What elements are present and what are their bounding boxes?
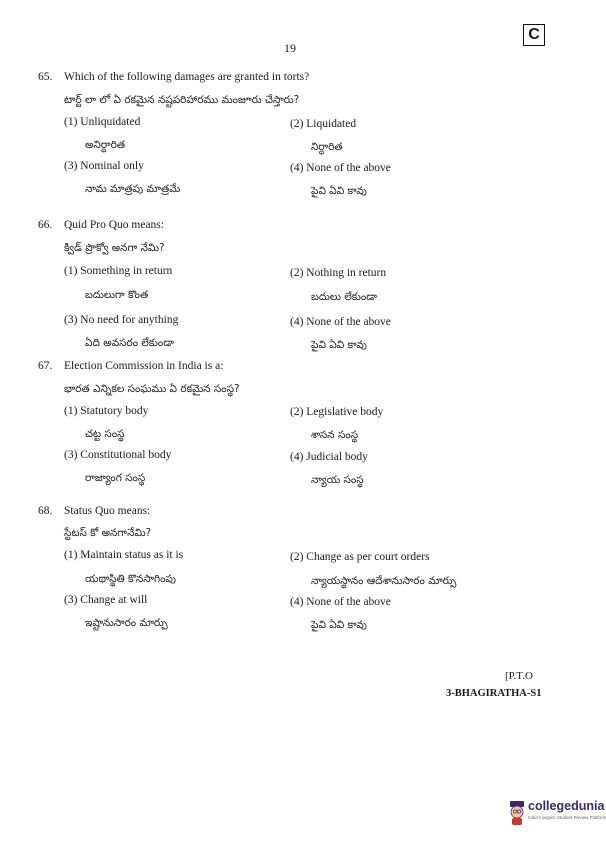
question-text-te: క్విడ్ ప్రొక్వో అనగా నేమి? [64, 242, 165, 254]
option-2-te: శాసన సంస్థ [311, 429, 359, 441]
question-text-en: Status Quo means: [64, 505, 151, 517]
logo-tagline: India's largest Student Review Platform [528, 815, 606, 820]
option-3: (3) Constitutional body [64, 449, 172, 461]
logo-mascot-icon [508, 800, 526, 826]
collegedunia-logo [508, 796, 606, 836]
page-number: 19 [284, 41, 296, 55]
pto-marker: [P.T.O [505, 670, 533, 682]
question-number: 66. [38, 219, 53, 231]
option-4-te: పైవి ఏవి కావు [311, 185, 367, 197]
option-4: (4) None of the above [290, 162, 391, 174]
set-code-box: C [523, 24, 545, 46]
option-2: (2) Liquidated [290, 118, 357, 130]
option-3-te: ఇష్టానుసారం మార్పు [85, 617, 168, 629]
option-4-te: పైవి ఏవి కావు [311, 619, 367, 631]
booklet-code: 3-BHAGIRATHA-S1 [446, 688, 542, 699]
option-1-te: చట్ట సంస్థ [85, 428, 125, 440]
option-3-te: రాజ్యాంగ సంస్థ [85, 472, 146, 484]
option-1: (1) Maintain status as it is [64, 549, 184, 561]
option-2-te: న్యాయస్థానం ఆదేశానుసారం మార్పు [311, 575, 457, 587]
option-4: (4) Judicial body [290, 451, 368, 463]
option-1-te: అనిర్ధారిత [85, 139, 126, 151]
option-2: (2) Nothing in return [290, 267, 387, 279]
option-4: (4) None of the above [290, 596, 391, 608]
option-2-te: బదులు లేకుండా [311, 291, 377, 303]
logo-name: collegedunia [528, 799, 605, 813]
option-1: (1) Unliquidated [64, 116, 141, 128]
option-1-te: బదులుగా కొంత [85, 289, 149, 301]
option-2: (2) Change as per court orders [290, 551, 430, 563]
option-3-te: ఏది అవసరం లేకుండా [85, 337, 174, 349]
question-number: 65. [38, 71, 53, 83]
option-1-te: యథాస్థితి కొనసాగింపు [85, 573, 176, 585]
option-3: (3) Change at will [64, 594, 148, 606]
option-3: (3) Nominal only [64, 160, 144, 172]
question-text-en: Election Commission in India is a: [64, 360, 224, 372]
option-4: (4) None of the above [290, 316, 391, 328]
question-text-te: స్టేటస్ కో అనగానేమి? [64, 527, 152, 539]
question-text-en: Quid Pro Quo means: [64, 219, 164, 231]
question-text-en: Which of the following damages are granted in torts? [64, 71, 310, 83]
option-4-te: న్యాయ సంస్థ [311, 474, 364, 486]
question-text-te: భారత ఎన్నికల సంఘము ఏ రకమైన సంస్థ? [64, 383, 240, 395]
option-1: (1) Something in return [64, 265, 173, 277]
option-3-te: నామ మాత్రపు మాత్రమే [85, 183, 181, 195]
question-text-te: టార్ట్ లా లో ఏ రకమైన నష్టపరిహారము మంజూరు చేస్తారు? [64, 94, 300, 106]
question-number: 67. [38, 360, 53, 372]
option-1: (1) Statutory body [64, 405, 149, 417]
option-2: (2) Legislative body [290, 406, 384, 418]
question-number: 68. [38, 505, 53, 517]
option-3: (3) No need for anything [64, 314, 179, 326]
option-4-te: పైవి ఏవి కావు [311, 339, 367, 351]
option-2-te: నిర్ధారిత [311, 141, 343, 153]
